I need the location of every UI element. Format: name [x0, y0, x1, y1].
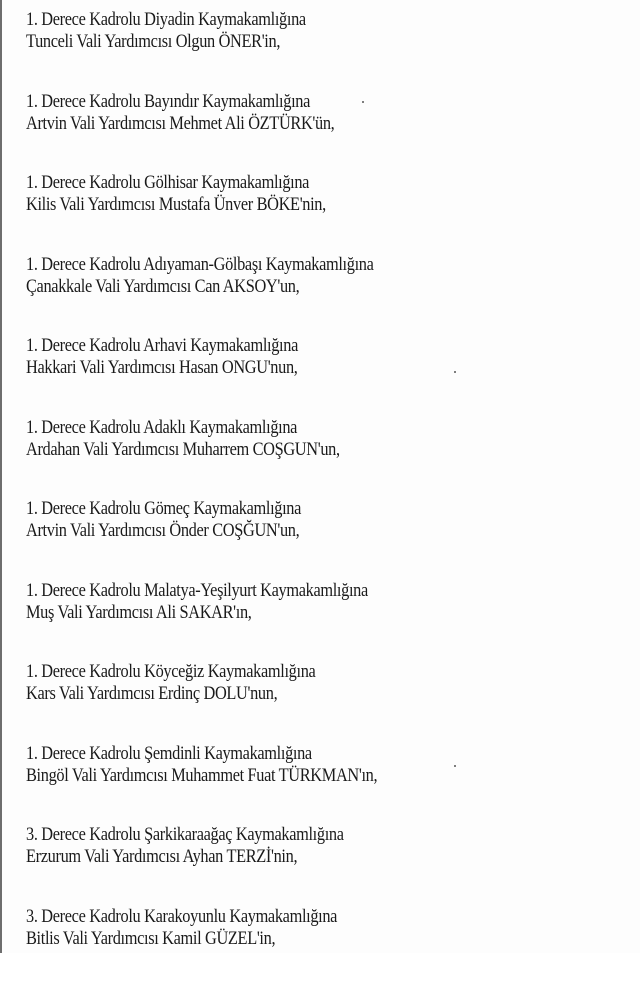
appointment-entry: [26, 91, 626, 173]
post-line: 1. Derece Kadrolu Arhavi Kaymakamlığına: [26, 335, 542, 357]
scan-speck: [362, 101, 364, 103]
appointee-line: Çanakkale Vali Yardımcısı Can AKSOY'un,: [26, 276, 542, 298]
appointee-line: Kilis Vali Yardımcısı Mustafa Ünver BÖKE'nin,: [26, 194, 542, 216]
appointment-entry: [26, 743, 626, 825]
appointee-line: Bingöl Vali Yardımcısı Muhammet Fuat TÜRKMAN'ın,: [26, 765, 542, 787]
appointee-line: Muş Vali Yardımcısı Ali SAKAR'ın,: [26, 602, 542, 624]
post-line: 1. Derece Kadrolu Şemdinli Kaymakamlığına: [26, 743, 542, 765]
post-line: 3. Derece Kadrolu Şarkikaraağaç Kaymakamlığına: [26, 824, 542, 846]
appointee-line: Artvin Vali Yardımcısı Önder COŞĞUN'un,: [26, 520, 542, 542]
post-line: 3. Derece Kadrolu Karakoyunlu Kaymakamlığına: [26, 906, 542, 928]
appointment-list: [26, 9, 626, 987]
appointment-entry: [26, 417, 626, 499]
post-line: 1. Derece Kadrolu Bayındır Kaymakamlığına: [26, 91, 542, 113]
appointee-line: Bitlis Vali Yardımcısı Kamil GÜZEL'in,: [26, 928, 542, 950]
appointee-line: Artvin Vali Yardımcısı Mehmet Ali ÖZTÜRK'ün,: [26, 113, 542, 135]
post-line: 1. Derece Kadrolu Adıyaman-Gölbaşı Kaymakamlığına: [26, 254, 542, 276]
post-line: 1. Derece Kadrolu Gölhisar Kaymakamlığına: [26, 172, 542, 194]
appointee-line: Tunceli Vali Yardımcısı Olgun ÖNER'in,: [26, 31, 542, 53]
scan-speck: [454, 765, 456, 767]
appointment-entry: [26, 580, 626, 662]
post-line: 1. Derece Kadrolu Adaklı Kaymakamlığına: [26, 417, 542, 439]
post-line: 1. Derece Kadrolu Gömeç Kaymakamlığına: [26, 498, 542, 520]
appointee-line: Hakkari Vali Yardımcısı Hasan ONGU'nun,: [26, 357, 542, 379]
appointee-line: Ardahan Vali Yardımcısı Muharrem COŞGUN'un,: [26, 439, 542, 461]
appointee-line: Kars Vali Yardımcısı Erdinç DOLU'nun,: [26, 683, 542, 705]
appointment-entry: [26, 254, 626, 336]
appointment-entry: [26, 906, 626, 987]
scan-speck: [454, 371, 456, 373]
post-line: 1. Derece Kadrolu Köyceğiz Kaymakamlığına: [26, 661, 542, 683]
appointment-entry: [26, 824, 626, 906]
appointment-entry: [26, 172, 626, 254]
appointee-line: Erzurum Vali Yardımcısı Ayhan TERZİ'nin,: [26, 846, 542, 868]
appointment-entry: [26, 498, 626, 580]
appointment-entry: [26, 335, 626, 417]
post-line: 1. Derece Kadrolu Diyadin Kaymakamlığına: [26, 9, 542, 31]
post-line: 1. Derece Kadrolu Malatya-Yeşilyurt Kaymakamlığına: [26, 580, 542, 602]
appointment-entry: [26, 9, 626, 91]
appointment-entry: [26, 661, 626, 743]
